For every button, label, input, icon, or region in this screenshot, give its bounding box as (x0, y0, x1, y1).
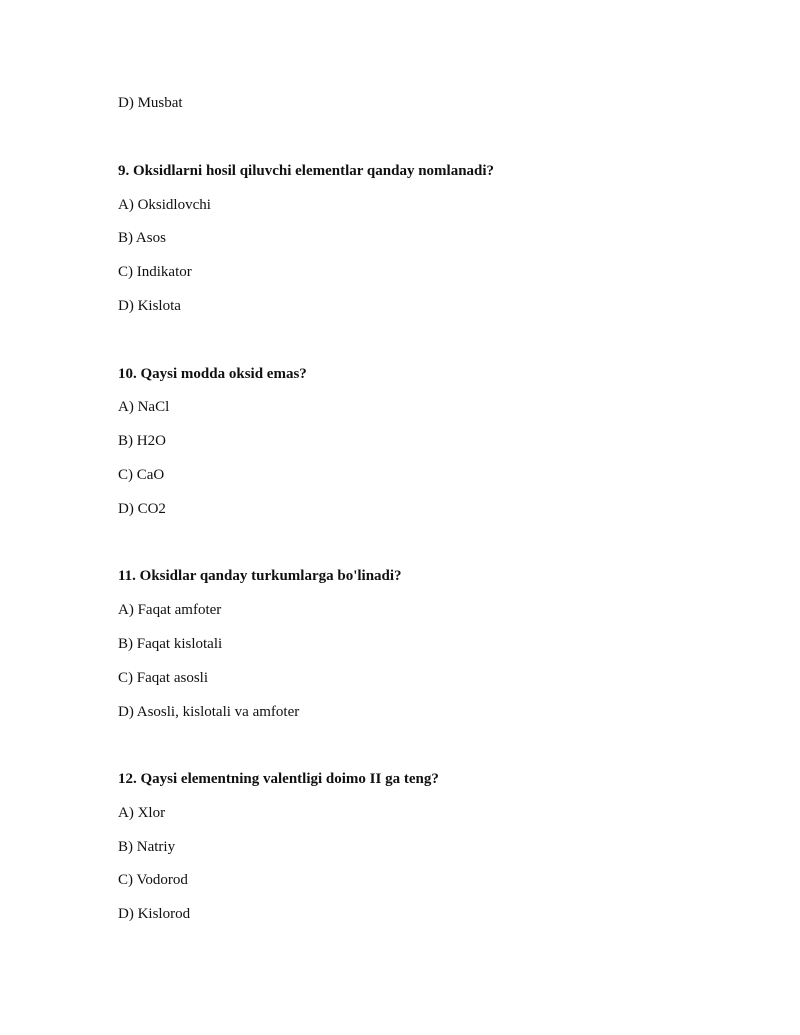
question-10-option-d: D) CO2 (118, 501, 166, 517)
question-9-option-c: C) Indikator (118, 264, 192, 280)
question-11-option-a: A) Faqat amfoter (118, 602, 222, 618)
question-12-option-b: B) Natriy (118, 839, 176, 855)
question-9-option-a: A) Oksidlovchi (118, 197, 211, 213)
question-11-option-b: B) Faqat kislotali (118, 636, 223, 652)
question-11-option-c: C) Faqat asosli (118, 670, 208, 686)
question-12-text: 12. Qaysi elementning valentligi doimo II ga teng? (118, 771, 439, 787)
question-10-text: 10. Qaysi modda oksid emas? (118, 366, 307, 382)
question-12-option-c: C) Vodorod (118, 872, 188, 888)
question-11-option-d: D) Asosli, kislotali va amfoter (118, 704, 300, 720)
previous-question-option-d: D) Musbat (118, 95, 183, 111)
question-9-option-b: B) Asos (118, 230, 166, 246)
question-12-option-d: D) Kislorod (118, 906, 191, 922)
question-10-option-b: B) H2O (118, 433, 166, 449)
question-10-option-a: A) NaCl (118, 399, 170, 415)
question-9-text: 9. Oksidlarni hosil qiluvchi elementlar qanday nomlanadi? (118, 163, 495, 179)
question-9-option-d: D) Kislota (118, 298, 181, 314)
question-10-option-c: C) CaO (118, 467, 165, 483)
question-11-text: 11. Oksidlar qanday turkumlarga bo'linadi? (118, 568, 402, 584)
question-12-option-a: A) Xlor (118, 805, 166, 821)
